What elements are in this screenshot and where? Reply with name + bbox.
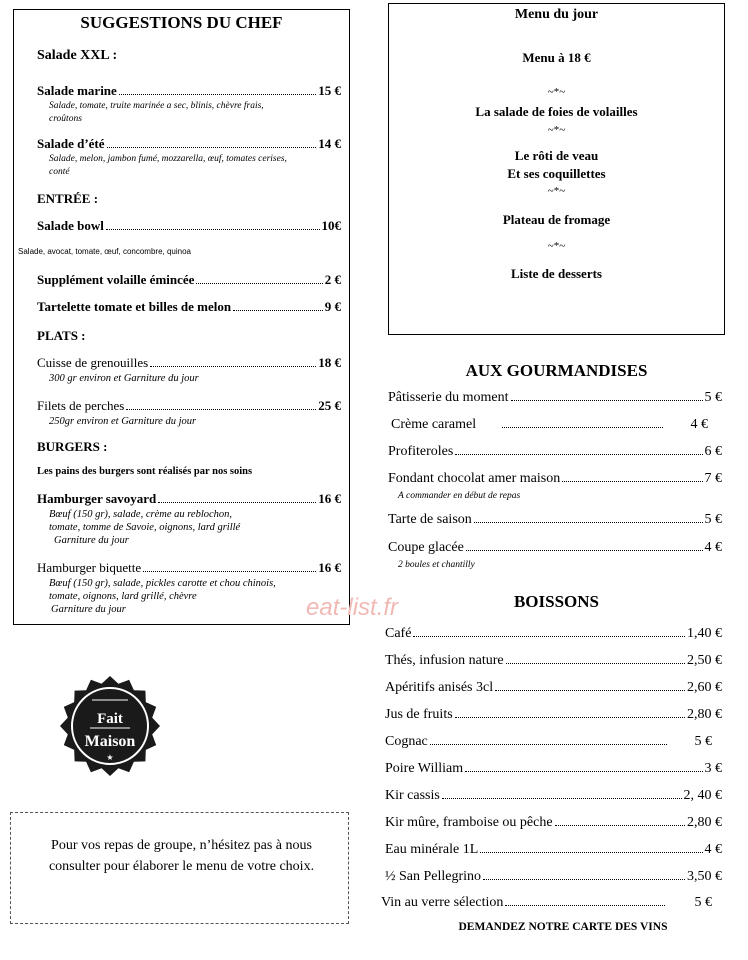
item-name: Profiteroles [388,444,454,459]
item-price: 5 € [694,895,712,910]
item-desc: croûtons [49,114,82,124]
wine-list-note: DEMANDEZ NOTRE CARTE DES VINS [458,921,668,933]
item-name: ½ San Pellegrino [385,869,482,884]
item-desc: tomate, tomme de Savoie, oignons, lard grillé [49,522,241,533]
item-desc: 300 gr environ et Garniture du jour [49,373,199,384]
item-desc: conté [49,167,70,177]
item-name: Pâtisserie du moment [388,390,509,405]
item-price: 3,50 € [687,869,722,884]
menu-course-1: La salade de foies de volailles [475,104,638,119]
item-price: 2 € [324,272,341,287]
item-name: Thés, infusion nature [385,653,504,668]
item-desc: Salade, tomate, truite marinée a sec, blinis, chèvre frais, [49,101,264,111]
item-name: Coupe glacée [388,540,464,555]
list-item [385,653,722,669]
item-name: Salade marine [37,83,117,98]
list-item [388,444,722,460]
menu-course-4: Liste de desserts [511,266,602,281]
item-desc: Garniture du jour [54,535,129,546]
item-name: Café [385,626,412,641]
star-icon: ★ [106,753,114,762]
menu-item [37,560,341,576]
list-item [385,626,722,642]
item-price: 15 € [318,83,341,98]
item-price: 5 € [694,734,712,749]
item-price: 6 € [704,444,722,459]
item-name: Fondant chocolat amer maison [388,471,561,486]
watermark: eat-list.fr [306,594,399,621]
item-name: Tarte de saison [388,512,472,527]
item-desc: 250gr environ et Garniture du jour [49,416,197,427]
item-desc: Garniture du jour [51,604,126,615]
item-price: 2,60 € [687,680,722,695]
item-price: 25 € [318,398,341,413]
item-price: 2,80 € [687,815,722,830]
item-price: 2, 40 € [683,788,722,803]
menu-item [37,218,341,234]
menu-item [37,398,341,414]
list-item [385,734,722,750]
menu-du-jour-box [388,3,725,335]
item-price: 5 € [704,390,722,405]
item-name: Hamburger biquette [37,560,142,575]
menu-item [37,491,341,507]
list-item [385,680,722,696]
boissons-list [381,626,722,911]
item-note: A commander en début de repas [398,491,521,501]
item-name: Salade d’été [37,136,105,151]
menu-course-2b: Et ses coquillettes [507,166,606,181]
item-desc: tomate, oignons, lard grillé, chèvre [49,591,197,602]
item-price: 4 € [690,417,708,432]
item-price: 5 € [704,512,722,527]
list-item [388,512,722,528]
item-price: 9 € [324,299,341,314]
item-name: Filets de perches [37,398,125,413]
menu-course-3: Plateau de fromage [502,212,611,227]
list-item [385,788,722,804]
item-price: 16 € [318,491,341,506]
item-name: Hamburger savoyard [37,491,157,506]
boissons-title: BOISSONS [513,592,600,611]
item-name: Poire William [385,761,464,776]
menu-course-2a: Le rôti de veau [514,148,599,163]
section-entree: ENTRÉE : [37,191,99,206]
fait-maison-badge [40,676,180,776]
item-price: 1,40 € [687,626,722,641]
item-name: Salade bowl [37,218,104,233]
badge-text-line2: Maison [84,733,136,750]
item-name: Kir cassis [385,788,440,803]
chef-suggestions-box [13,9,350,625]
section-burgers: BURGERS : [37,439,108,454]
menu-price: Menu à 18 € [522,50,591,65]
menu-item [37,355,341,371]
list-item [388,390,722,406]
item-name: Crème caramel [391,417,477,432]
list-item [385,707,722,723]
group-dining-text: Pour vos repas de groupe, n’hésitez pas à nous consulter pour élaborer le menu de votre choix. [48,838,315,874]
item-name: Tartelette tomate et billes de melon [37,299,232,314]
gourmandises-list [388,390,722,580]
item-price: 3 € [704,761,722,776]
item-desc: Salade, avocat, tomate, œuf, concombre, quinoa [18,247,191,256]
separator: ~*~ [547,240,566,252]
list-item [385,761,722,777]
menu-item [37,299,341,315]
item-name: Supplément volaille émincée [37,272,195,287]
item-price: 2,50 € [687,653,722,668]
list-item [381,895,722,911]
separator: ~*~ [547,185,566,197]
item-name: Jus de fruits [385,707,453,722]
list-item [388,417,722,433]
section-plats: PLATS : [37,328,86,343]
list-item [385,815,722,831]
item-name: Vin au verre sélection [381,895,504,910]
gourmandises-title: AUX GOURMANDISES [465,361,648,380]
list-item [385,869,722,885]
chef-title: SUGGESTIONS DU CHEF [80,13,283,32]
item-price: 7 € [704,471,722,486]
item-name: Kir mûre, framboise ou pêche [385,815,553,830]
item-note: 2 boules et chantilly [398,560,475,570]
item-name: Cuisse de grenouilles [37,355,149,370]
item-price: 18 € [318,355,341,370]
menu-item [37,136,341,152]
item-price: 16 € [318,560,341,575]
burgers-note: Les pains des burgers sont réalisés par nos soins [37,466,253,477]
item-price: 10€ [321,218,341,233]
item-price: 4 € [704,842,722,857]
separator: ~*~ [547,124,566,136]
badge-text-line1: Fait [97,711,123,727]
group-dining-box [10,812,349,924]
item-name: Apéritifs anisés 3cl [385,680,494,695]
list-item [388,471,722,487]
list-item [388,540,722,556]
item-desc: Salade, melon, jambon fumé, mozzarella, œuf, tomates cerises, [49,154,287,164]
item-price: 14 € [318,136,341,151]
list-item [385,842,722,858]
item-desc: Bœuf (150 gr), salade, crème au reblochon, [49,509,233,520]
separator: ~*~ [547,86,566,98]
section-salade-xxl: Salade XXL : [37,48,118,63]
item-name: Cognac [385,734,428,749]
item-price: 2,80 € [687,707,722,722]
menu-item [37,272,341,288]
menu-item [37,83,341,99]
item-desc: Bœuf (150 gr), salade, pickles carotte et chou chinois, [49,578,276,589]
item-price: 4 € [704,540,722,555]
menu-du-jour-title: Menu du jour [514,7,599,22]
item-name: Eau minérale 1L [385,842,479,857]
